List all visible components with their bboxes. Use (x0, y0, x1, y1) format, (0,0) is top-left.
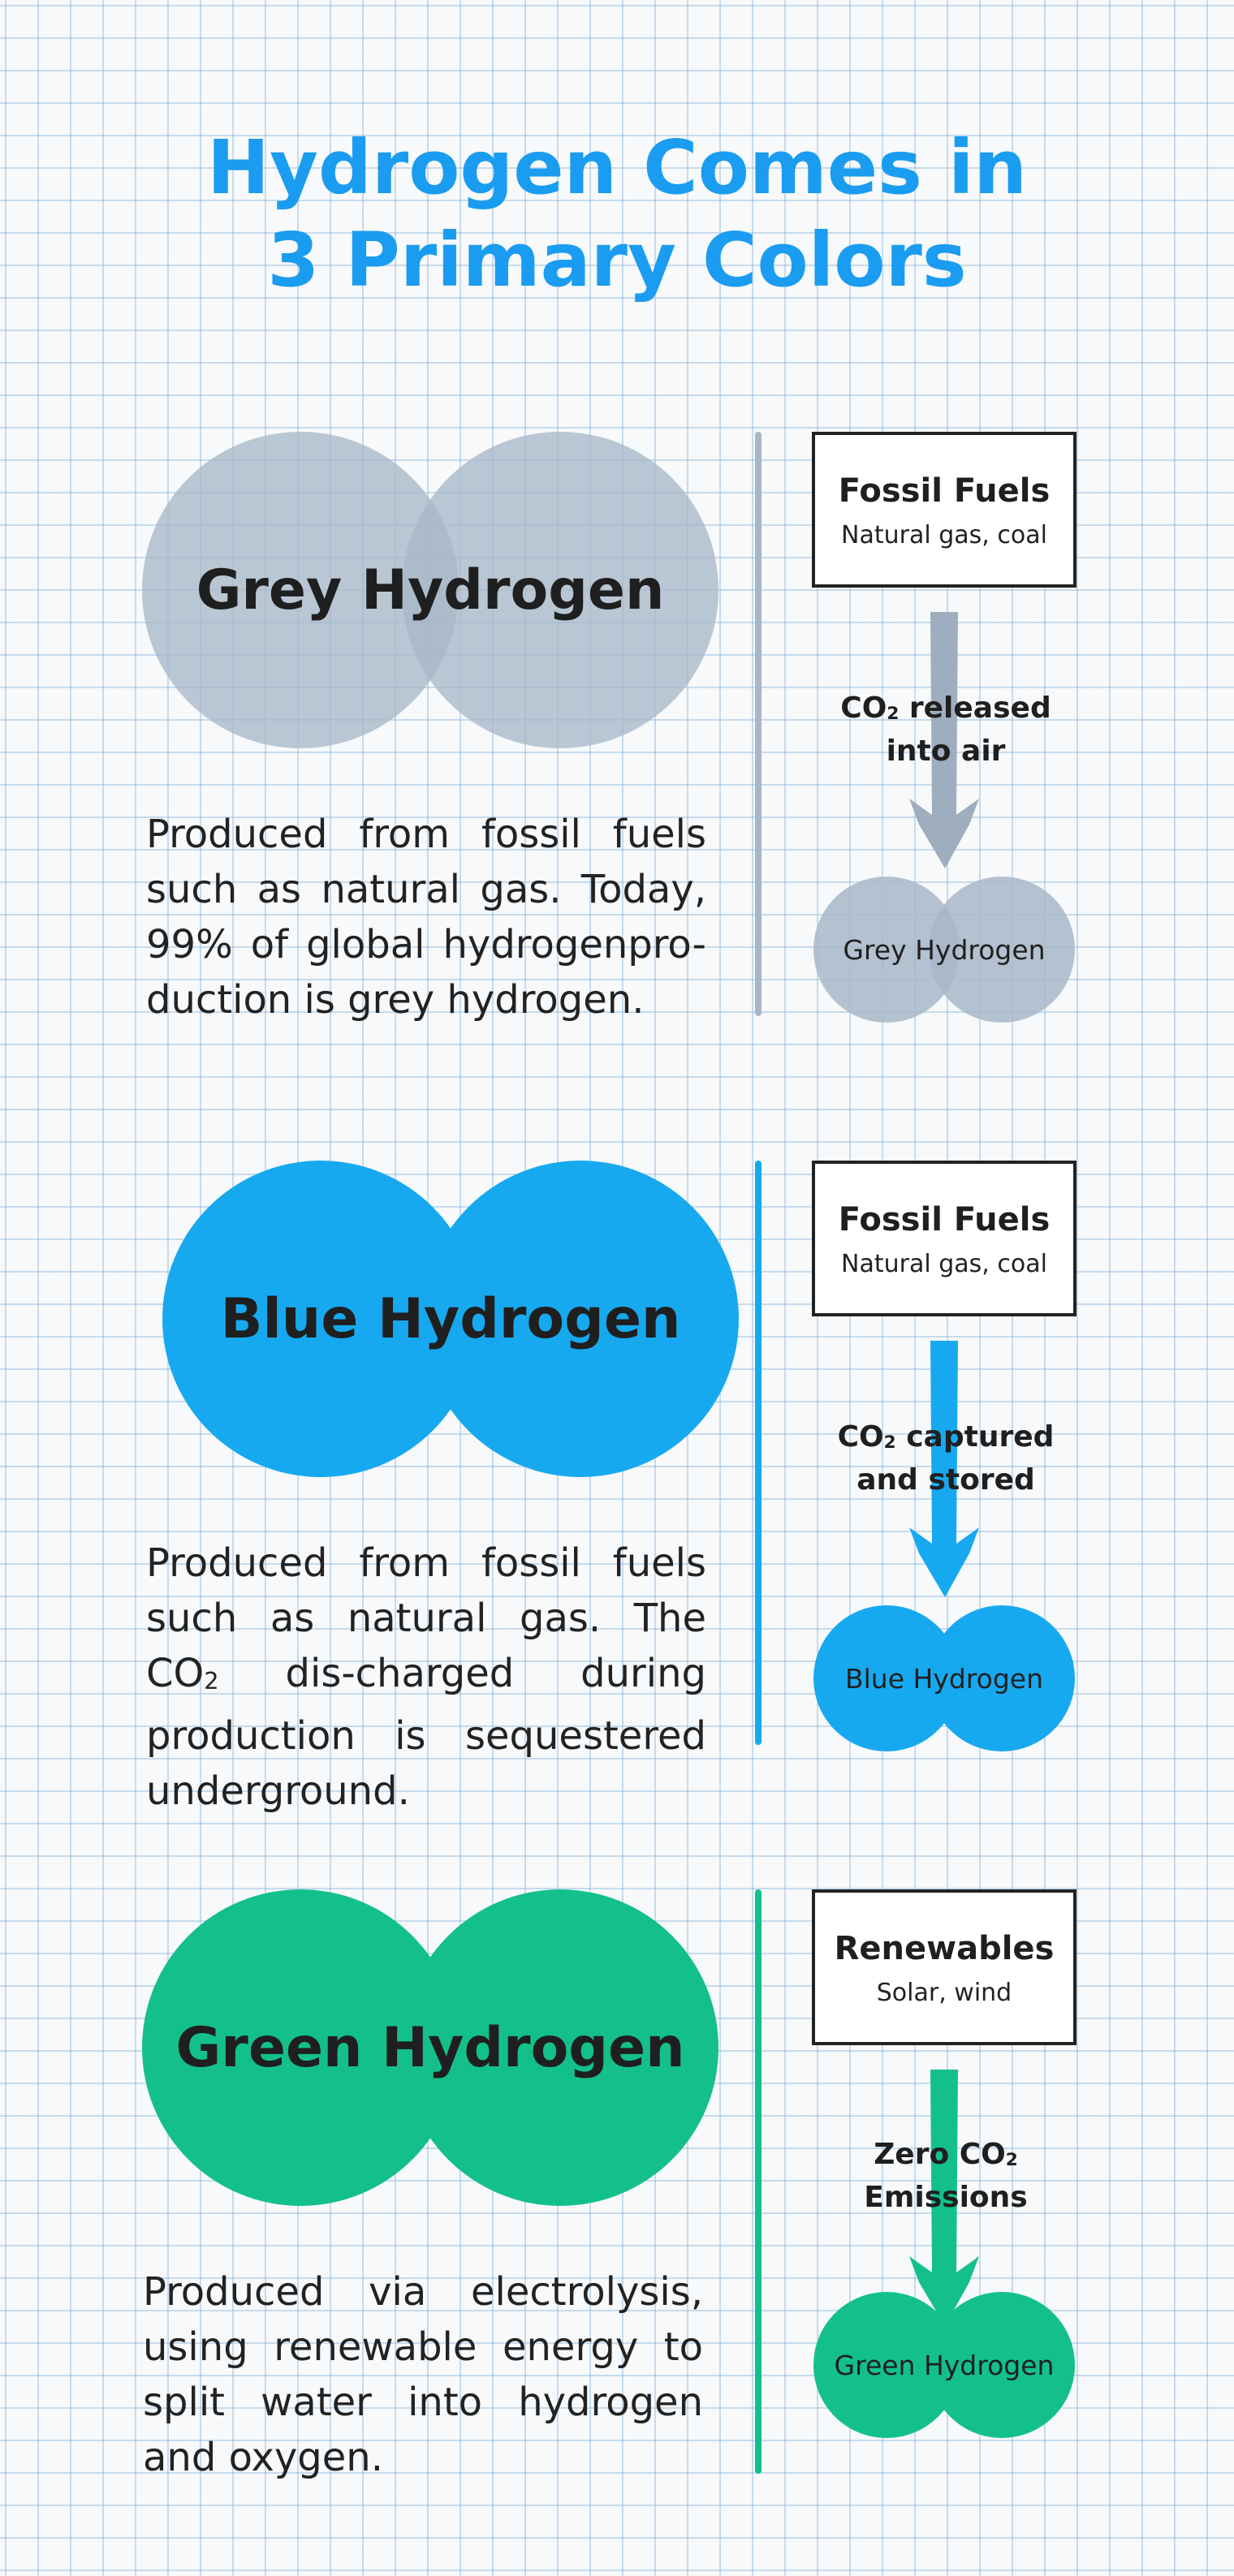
grey-result-label: Grey Hydrogen (843, 933, 1046, 966)
grey-co2-prefix: CO (840, 691, 887, 725)
grey-co2-subscript: 2 (887, 704, 900, 725)
green-result-label: Green Hydrogen (834, 2349, 1055, 2381)
green-co2-subscript: 2 (1005, 2150, 1018, 2171)
page-title (0, 122, 1234, 307)
green-source-detail: Solar, wind (876, 1979, 1012, 2007)
green-result-molecule-icon (813, 2292, 1075, 2438)
blue-arrow-label (812, 1419, 1080, 1499)
blue-result-label: Blue Hydrogen (844, 1662, 1043, 1695)
blue-source-box (812, 1161, 1077, 1316)
blue-hydrogen-description (146, 1536, 706, 1819)
blue-hydrogen-molecule-icon (162, 1161, 739, 1477)
blue-co2-prefix: CO (837, 1420, 884, 1454)
blue-co2-suffix: captured (895, 1420, 1055, 1454)
grey-hydrogen-description: Produced from fossil fuels such as natural gas. Today, 99% of global hydrogenpro-duction is grey hydrogen. (146, 812, 706, 1023)
grey-arrow-label-line2: into air (886, 734, 1006, 769)
green-co2-prefix: Zero CO (874, 2138, 1006, 2171)
blue-arrow-label-line2: and stored (856, 1463, 1035, 1497)
green-hydrogen-description: Produced via electrolysis, using renewable energy to split water into hydrogen and oxygen. (143, 2269, 703, 2480)
blue-source-heading: Fossil Fuels (838, 1201, 1051, 1238)
blue-hydrogen-title: Blue Hydrogen (220, 1286, 681, 1351)
blue-source-detail: Natural gas, coal (841, 1250, 1047, 1278)
green-source-box (812, 1889, 1077, 2045)
grey-co2-suffix: released (899, 691, 1051, 725)
grey-result-molecule-icon (813, 877, 1075, 1023)
grey-source-heading: Fossil Fuels (838, 472, 1051, 510)
green-divider (755, 1889, 762, 2474)
blue-description-post: dis-charged during production is sequestered underground. (146, 1651, 706, 1814)
blue-result-molecule-icon (813, 1605, 1075, 1751)
grey-hydrogen-title: Grey Hydrogen (196, 558, 665, 622)
green-hydrogen-molecule-icon (142, 1889, 718, 2206)
blue-co2-subscript: 2 (883, 1432, 896, 1454)
green-arrow-label-line2: Emissions (864, 2181, 1028, 2215)
grey-arrow-label (812, 690, 1080, 770)
grey-hydrogen-section (0, 432, 1234, 1081)
title-line-2: 3 Primary Colors (267, 217, 967, 304)
green-hydrogen-section (0, 1889, 1234, 2539)
blue-hydrogen-section (0, 1161, 1234, 1814)
green-hydrogen-title: Green Hydrogen (175, 2015, 685, 2080)
title-line-1: Hydrogen Comes in (207, 124, 1027, 211)
grey-source-box (812, 432, 1077, 588)
grey-divider (755, 432, 762, 1016)
green-source-heading: Renewables (834, 1930, 1055, 1967)
grey-hydrogen-molecule-icon (142, 432, 718, 748)
blue-description-pre: Produced from fossil fuels such as natural gas. The CO (146, 1540, 706, 1696)
grey-source-detail: Natural gas, coal (841, 521, 1047, 549)
blue-divider (755, 1161, 762, 1745)
blue-description-subscript: 2 (204, 1666, 219, 1695)
green-arrow-label (812, 2136, 1080, 2216)
